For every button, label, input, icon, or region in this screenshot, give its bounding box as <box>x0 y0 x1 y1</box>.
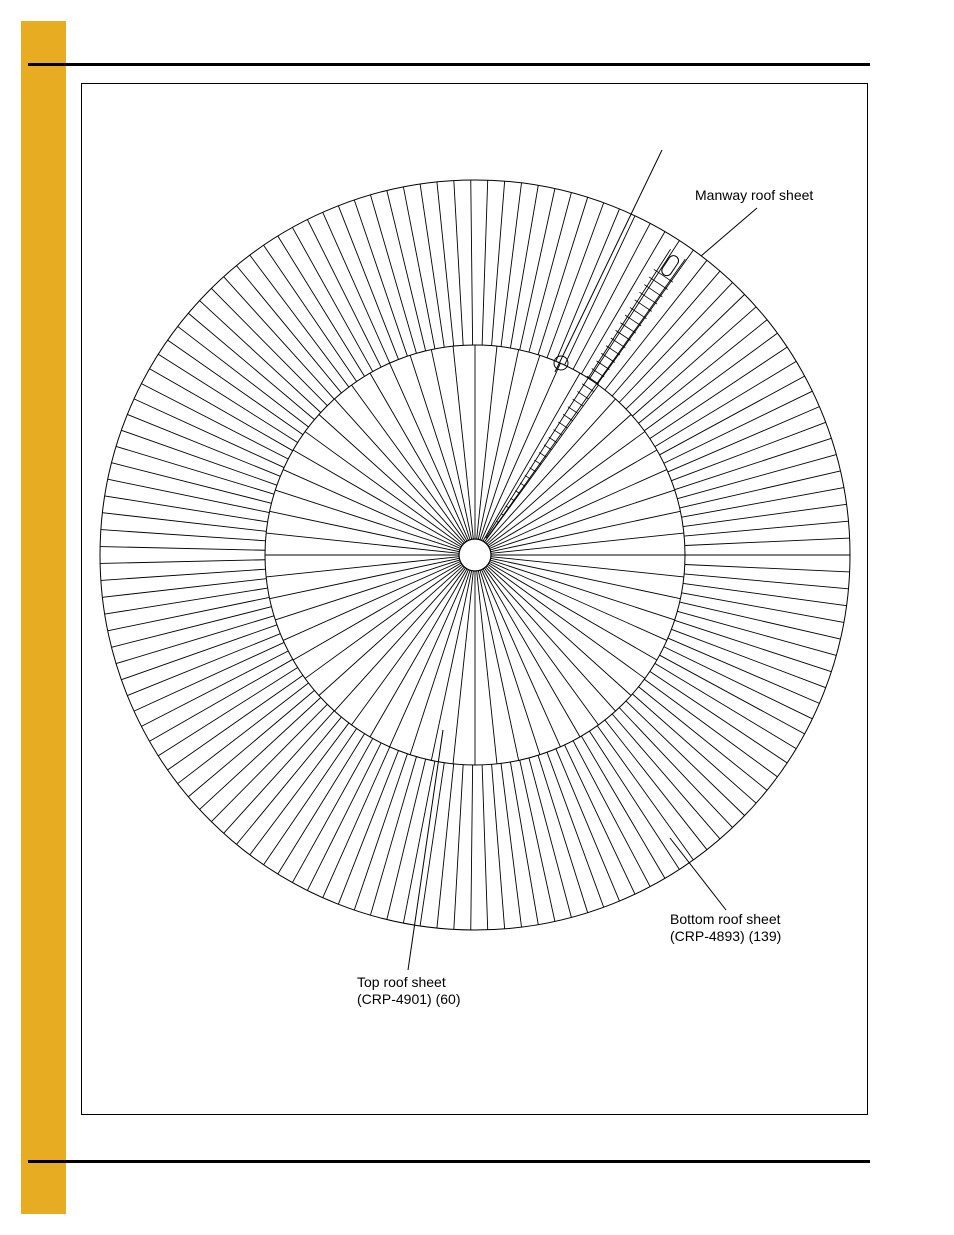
bottom-sheet-seam <box>501 763 521 927</box>
manway-ladder-rung <box>558 422 567 428</box>
bottom-sheet-seam <box>529 193 571 352</box>
top-sheet-seam <box>431 571 471 761</box>
top-sheet-seam <box>410 355 470 540</box>
bottom-sheet-seam <box>168 340 303 435</box>
top-sheet-seam <box>270 511 460 551</box>
top-sheet-seam <box>491 511 681 551</box>
bottom-sheet-seam <box>589 731 679 869</box>
top-sheet-seam <box>270 558 460 598</box>
top-sheet-seam <box>489 563 657 660</box>
bottom-sheet-seam <box>264 728 357 864</box>
bottom-sheet-seam <box>680 602 841 639</box>
top-sheet-seam <box>352 385 466 542</box>
top-sheet-seam <box>410 570 470 755</box>
bottom-sheet-seam <box>589 241 679 379</box>
top-sheet-seam <box>491 533 684 553</box>
bottom-sheet-seam <box>292 227 372 371</box>
manway-ladder-rung <box>515 491 519 494</box>
bottom-sheet-seam <box>660 376 805 455</box>
bottom-sheet-seam <box>492 181 505 345</box>
bottom-sheet-seam <box>102 579 266 598</box>
bottom-sheet-seam <box>675 438 832 489</box>
top-sheet-seam <box>453 346 473 539</box>
bottom-sheet-seam <box>158 667 297 755</box>
top-sheet-seam <box>490 560 675 620</box>
manway-ladder-rung <box>587 376 599 384</box>
bottom-sheet-seam <box>597 250 693 384</box>
top-sheet-seam <box>275 560 460 620</box>
bottom-sheet-seam <box>492 764 505 928</box>
bottom-sheet-seam <box>644 333 777 431</box>
bottom-sheet-seam <box>168 675 303 770</box>
bottom-sheet-seam <box>250 255 349 387</box>
top-sheet-seam <box>275 490 460 550</box>
top-sheet-seam <box>483 569 580 737</box>
bottom-sheet-seam <box>292 738 372 882</box>
manway-ladder-rung <box>549 437 557 442</box>
top-sheet-seam <box>488 432 645 546</box>
top-sheet-seam <box>293 563 461 660</box>
bottom-sheet-seam <box>675 620 832 671</box>
bottom-sheet-seam <box>556 209 620 361</box>
bottom-sheet-seam <box>354 754 407 910</box>
bottom-sheet-seam <box>556 749 620 901</box>
manway-ladder-rung <box>573 399 583 406</box>
bottom-sheet-seam <box>278 734 365 874</box>
bottom-sheet-seam <box>597 726 693 860</box>
top-sheet-seam <box>480 570 540 755</box>
top-sheet-seam <box>370 373 467 541</box>
bottom-sheet-seam <box>685 564 850 571</box>
bottom-sheet-seam <box>338 206 398 360</box>
top-sheet-seam <box>477 571 497 764</box>
manway-leader-line <box>701 208 757 256</box>
manway-ladder-rung <box>530 468 536 472</box>
bottom-sheet-seam <box>501 183 521 347</box>
bottom-sheet-seam <box>437 764 454 928</box>
manway-ladder-rung <box>563 414 572 420</box>
bottom-sheet-seam <box>510 185 538 348</box>
bottom-sheet-seam <box>660 655 805 734</box>
bottom-sheet-seam <box>471 180 473 345</box>
bottom-sheet-seam <box>278 236 365 376</box>
bottom-sheet-seam <box>454 765 463 930</box>
bottom-sheet-seam <box>338 751 398 905</box>
top-sheet-seam <box>491 558 681 598</box>
bottom-sheet-seam <box>158 354 297 442</box>
bottom-sheet-seam <box>671 422 825 480</box>
bottom-sheet-seam <box>529 758 571 917</box>
top-sheet-seam <box>266 557 459 577</box>
top-sheet-seam <box>490 490 675 550</box>
top-sheet-seam <box>352 568 466 725</box>
bottom-sheet-seam <box>682 488 844 518</box>
bottom-sheet-seam <box>307 220 381 368</box>
top-sheet-seam <box>480 355 540 540</box>
bottom-sheet-seam <box>127 634 280 696</box>
top-sheet-seam <box>483 373 580 541</box>
bottom-sheet-seam <box>127 414 280 476</box>
bottom-sheet-seam <box>671 629 825 687</box>
bottom-sheet-seam <box>680 471 841 508</box>
bottom-sheet-seam <box>121 430 277 485</box>
top-roof-sheet-label: Top roof sheet (CRP-4901) (60) <box>357 974 461 1007</box>
bottom-sheet-seam <box>105 496 268 522</box>
bottom-sheet-seam <box>100 547 265 551</box>
bottom-sheet-seam <box>420 763 444 926</box>
top-sheet-seam <box>484 385 598 542</box>
bottom-sheet-seam <box>250 723 349 855</box>
bottom-roof-sheet-label: Bottom roof sheet (CRP-4893) (139) <box>670 911 782 944</box>
bottom-sheet-seam <box>482 180 488 345</box>
bottom-sheet-seam <box>650 671 787 762</box>
manway-ladder-rung <box>520 483 525 486</box>
bottom-sheet-seam <box>520 189 555 350</box>
bottom-sheet-seam <box>108 479 270 512</box>
manway-roof-sheet <box>486 249 686 539</box>
manway-ladder-rung <box>582 384 593 392</box>
manway-ladder-rung <box>534 460 540 464</box>
top-sheet-seam <box>293 450 461 547</box>
bottom-sheet-seam <box>101 569 266 580</box>
top-sheet-seam <box>266 533 459 553</box>
bottom-sheet-seam <box>264 245 357 381</box>
manway-ladder-rung <box>539 452 546 457</box>
top-sheet-seam <box>305 432 462 546</box>
bottom-sheet-seam <box>682 593 844 623</box>
bottom-sheet-seam <box>100 560 265 564</box>
top-sheet-seam <box>489 450 657 547</box>
top-sheet-seam <box>478 571 518 761</box>
top-sheet-seam <box>370 569 467 737</box>
bottom-sheet-seam <box>510 762 538 925</box>
manway-ladder-rung <box>568 407 578 414</box>
center-ring <box>459 539 491 571</box>
bottom-sheet-seam <box>121 625 277 680</box>
bottom-sheet-seam <box>108 597 270 630</box>
bottom-sheet-seam <box>307 743 381 891</box>
top-sheet-seam <box>484 568 598 725</box>
bottom-sheet-seam <box>323 747 390 898</box>
top-sheet-seam <box>431 350 471 540</box>
top-sheet-leader-line <box>408 730 443 970</box>
bottom-sheet-seam <box>482 765 488 930</box>
bottom-sheet-seam <box>520 760 555 921</box>
bottom-sheet-seam <box>323 212 390 363</box>
bottom-sheet-seam <box>668 407 820 472</box>
top-sheet-seam <box>477 346 497 539</box>
top-sheet-seam <box>491 557 684 577</box>
vent-leader-line <box>555 150 662 372</box>
bottom-sheet-seam <box>668 638 820 703</box>
top-sheet-seam <box>453 571 473 764</box>
bottom-sheet-seam <box>102 513 266 532</box>
bottom-sheet-seam <box>644 679 777 777</box>
top-sheet-seam <box>488 564 645 678</box>
bottom-sheet-seam <box>420 184 444 347</box>
bottom-sheet-seam <box>685 538 850 545</box>
top-sheet-seam <box>305 564 462 678</box>
bottom-sheet-seam <box>354 200 407 356</box>
bottom-sheet-seam <box>677 611 836 655</box>
manway-ladder-rung <box>544 445 551 450</box>
bottom-sheet-seam <box>101 530 266 541</box>
bottom-sheet-seam <box>650 347 787 438</box>
bottom-sheet-seam <box>547 203 604 358</box>
bottom-sheet-seam <box>105 588 268 614</box>
top-sheet-seam <box>478 350 518 540</box>
manway-ladder-rung <box>525 475 530 479</box>
manway-sheet-edge <box>486 249 671 538</box>
manway-ladder-rung <box>577 391 588 398</box>
bottom-sheet-seam <box>677 455 836 499</box>
bottom-sheet-seam <box>454 181 463 346</box>
bottom-sheet-seam <box>437 182 454 346</box>
manway-ladder-rung <box>554 430 562 436</box>
bottom-sheet-seam <box>471 765 473 930</box>
manway-ladder-rung <box>511 498 515 501</box>
bottom-sheet-seam <box>547 752 604 907</box>
bottom-sheet-leader-line <box>670 838 726 910</box>
manway-roof-sheet-label: Manway roof sheet <box>695 187 814 203</box>
